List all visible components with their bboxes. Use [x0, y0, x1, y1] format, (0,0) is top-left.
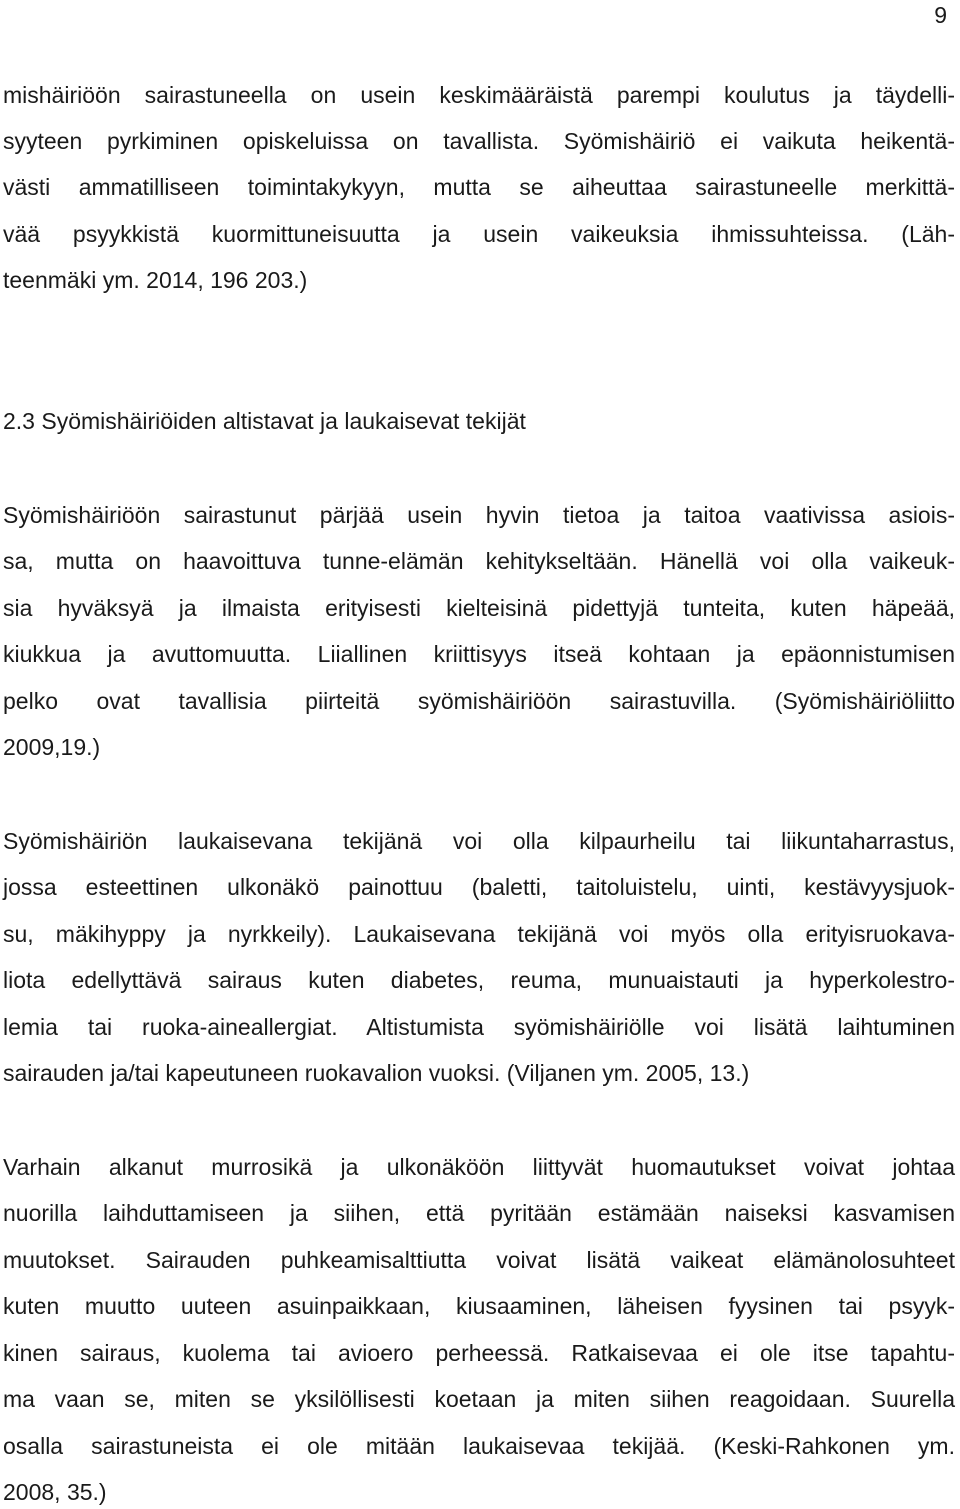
- text-line: Varhain alkanut murrosikä ja ulkonäköön liittyvät huomautukset voivat johtaa: [3, 1154, 955, 1180]
- text-line: sia hyväksyä ja ilmaista erityisesti kielteisinä pidettyjä tunteita, kuten häpeää,: [3, 595, 955, 621]
- text-line: sa, mutta on haavoittuva tunne-elämän kehitykseltään. Hänellä voi olla vaikeuk-: [3, 548, 955, 574]
- text-line: muutokset. Sairauden puhkeamisalttiutta voivat lisätä vaikeat elämänolosuhteet: [3, 1247, 955, 1273]
- text-line: liota edellyttävä sairaus kuten diabetes, reuma, munuaistauti ja hyperkolestro-: [3, 967, 955, 993]
- text-line: 2009,19.): [3, 734, 101, 760]
- text-line: mishäiriöön sairastuneella on usein keskimääräistä parempi koulutus ja täydelli-: [3, 82, 955, 108]
- text-line: Syömishäiriöön sairastunut pärjää usein hyvin tietoa ja taitoa vaativissa asiois-: [3, 502, 955, 528]
- text-line: su, mäkihyppy ja nyrkkeily). Laukaisevana tekijänä voi myös olla erityisruokava-: [3, 921, 955, 947]
- text-line: teenmäki ym. 2014, 196 203.): [3, 267, 308, 293]
- page-number: 9: [934, 2, 947, 28]
- text-line: lemia tai ruoka-aineallergiat. Altistumista syömishäiriölle voi lisätä laihtuminen: [3, 1014, 955, 1040]
- text-line: kiukkua ja avuttomuutta. Liiallinen kriittisyys itseä kohtaan ja epäonnistumisen: [3, 641, 955, 667]
- text-line: syyteen pyrkiminen opiskeluissa on tavallista. Syömishäiriö ei vaikuta heikentä-: [3, 128, 955, 154]
- text-line: kuten muutto uuteen asuinpaikkaan, kiusaaminen, läheisen fyysinen tai psyyk-: [3, 1293, 955, 1319]
- text-line: Syömishäiriön laukaisevana tekijänä voi olla kilpaurheilu tai liikuntaharrastus,: [3, 828, 955, 854]
- text-line: ma vaan se, miten se yksilöllisesti koetaan ja miten siihen reagoidaan. Suurella: [3, 1386, 955, 1412]
- text-line: 2008, 35.): [3, 1479, 107, 1505]
- text-line: vää psyykkistä kuormittuneisuutta ja usein vaikeuksia ihmissuhteissa. (Läh-: [3, 221, 955, 247]
- text-line: nuorilla laihduttamiseen ja siihen, että pyritään estämään naiseksi kasvamisen: [3, 1200, 955, 1226]
- text-line: sairauden ja/tai kapeutuneen ruokavalion vuoksi. (Viljanen ym. 2005, 13.): [3, 1060, 750, 1086]
- text-line: kinen sairaus, kuolema tai avioero perheessä. Ratkaisevaa ei ole itse tapahtu-: [3, 1340, 955, 1366]
- text-line: västi ammatilliseen toimintakykyyn, mutta se aiheuttaa sairastuneelle merkittä-: [3, 174, 955, 200]
- text-line: osalla sairastuneista ei ole mitään laukaisevaa tekijää. (Keski-Rahkonen ym.: [3, 1433, 955, 1459]
- text-line: jossa esteettinen ulkonäkö painottuu (baletti, taitoluistelu, uinti, kestävyysjuok-: [3, 874, 955, 900]
- text-line: pelko ovat tavallisia piirteitä syömishäiriöön sairastuvilla. (Syömishäiriöliitto: [3, 688, 955, 714]
- section-heading: 2.3 Syömishäiriöiden altistavat ja laukaisevat tekijät: [3, 408, 526, 434]
